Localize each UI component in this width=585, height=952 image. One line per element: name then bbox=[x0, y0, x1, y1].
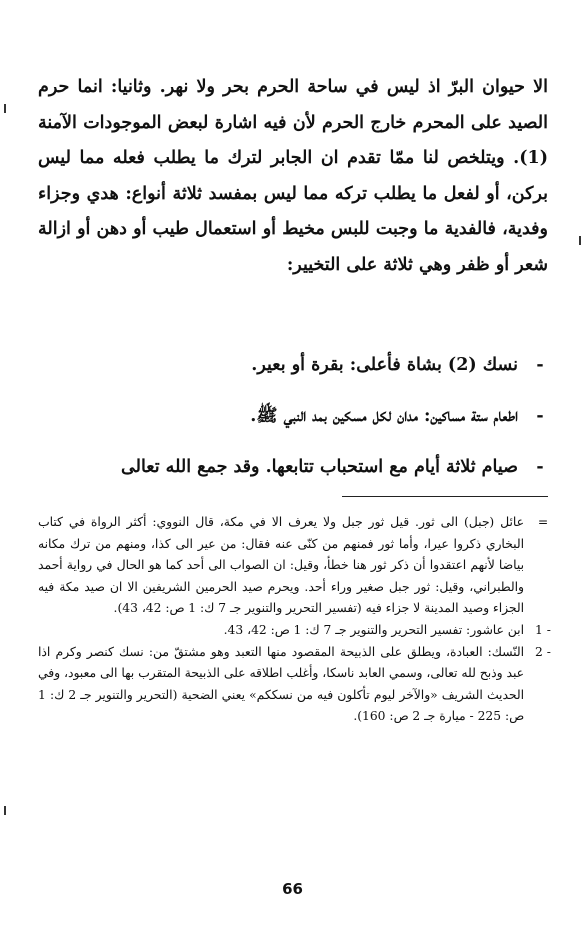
list-item-text: اطعام ستة مساكين: مدان لكل مسكين بمد النبي ﷺ. bbox=[250, 406, 518, 426]
list-item bbox=[38, 391, 548, 442]
list-dash: - bbox=[536, 355, 544, 375]
footnote-separator bbox=[342, 496, 548, 497]
page-number: 66 bbox=[282, 880, 303, 898]
footnote bbox=[38, 512, 556, 620]
options-list bbox=[38, 340, 548, 493]
footnote-marker: 1 - bbox=[535, 622, 551, 637]
list-dash: - bbox=[536, 406, 544, 426]
scan-edge-mark bbox=[4, 104, 6, 113]
footnote-marker: = bbox=[537, 515, 549, 529]
scan-edge-mark bbox=[4, 806, 6, 815]
list-dash: - bbox=[536, 457, 544, 477]
footnote-text: النّسك: العبادة، ويطلق على الذبيحة المقصود منها التعبد وهو مشتقّ من: نسك كنصر وكرم اذا عبد وذبح لله تعالى، وسمي العابد ناسكا، وأغلب اطلاقه على الذبيحة المتقرب بها الى معبود، وفي الحديث الشريف «والآخر ليوم تأكلون فيه من نسككم» يعني الضحية (التحرير والتنوير جـ 2 ك: 1 ص: 225 - ميارة جـ 2 ص: 160). bbox=[38, 644, 524, 724]
footnote-text: عائل (جبل) الى ثور. قيل ثور جبل ولا يعرف الا في مكة، قال النووي: أكثر الرواة في كتاب البخاري ذكروا عيرا، وأما ثور فمنهم من كنّى عنه فقال: من عير الى كذا، ومنهم من ترك مكانه بياضا لأنهم اعتقدوا أن ذكر ثور هنا خطأ، وقيل: ان الصواب الى أحد كما هو الحال في رواية أحمد والطبراني، وقيل: ثور جبل صغير وراء أحد. ويحرم صيد الحرمين الشريفين الا ان صيد مكة فيه الجزاء وصيد المدينة لا جزاء فيه (تفسير التحرير والتنوير جـ 7 ك: 1 ص: 42، 43). bbox=[38, 515, 524, 616]
main-text bbox=[38, 70, 548, 284]
footnotes bbox=[38, 512, 556, 728]
scan-edge-mark bbox=[579, 236, 581, 245]
list-item-text: نسك (2) بشاة فأعلى: بقرة أو بعير. bbox=[251, 355, 518, 375]
body-paragraph: الا حيوان البرّ اذ ليس في ساحة الحرم بحر ولا نهر. وثانيا: انما حرم الصيد على المحرم خارج الحرم لأن فيه اشارة لبعض الموجودات الآمنة (1). ويتلخص لنا ممّا تقدم ان الجابر لترك ما يطلب فعله مما ليس بركن، أو لفعل ما يطلب تركه مما ليس بمفسد ثلاثة أنواع: هدي وجزاء وفدية، فالفدية ما وجبت للبس مخيط أو استعمال طيب أو دهن أو ازالة شعر أو ظفر وهي ثلاثة على التخيير: bbox=[38, 77, 548, 275]
footnote bbox=[38, 642, 556, 728]
footnote-marker: 2 - bbox=[535, 644, 551, 659]
list-item bbox=[38, 442, 548, 493]
list-item bbox=[38, 340, 548, 391]
list-item-text: صيام ثلاثة أيام مع استحباب تتابعها. وقد جمع الله تعالى bbox=[121, 457, 518, 477]
footnote-text: ابن عاشور: تفسير التحرير والتنوير جـ 7 ك: 1 ص: 42، 43. bbox=[223, 622, 524, 637]
footnote bbox=[38, 620, 556, 642]
